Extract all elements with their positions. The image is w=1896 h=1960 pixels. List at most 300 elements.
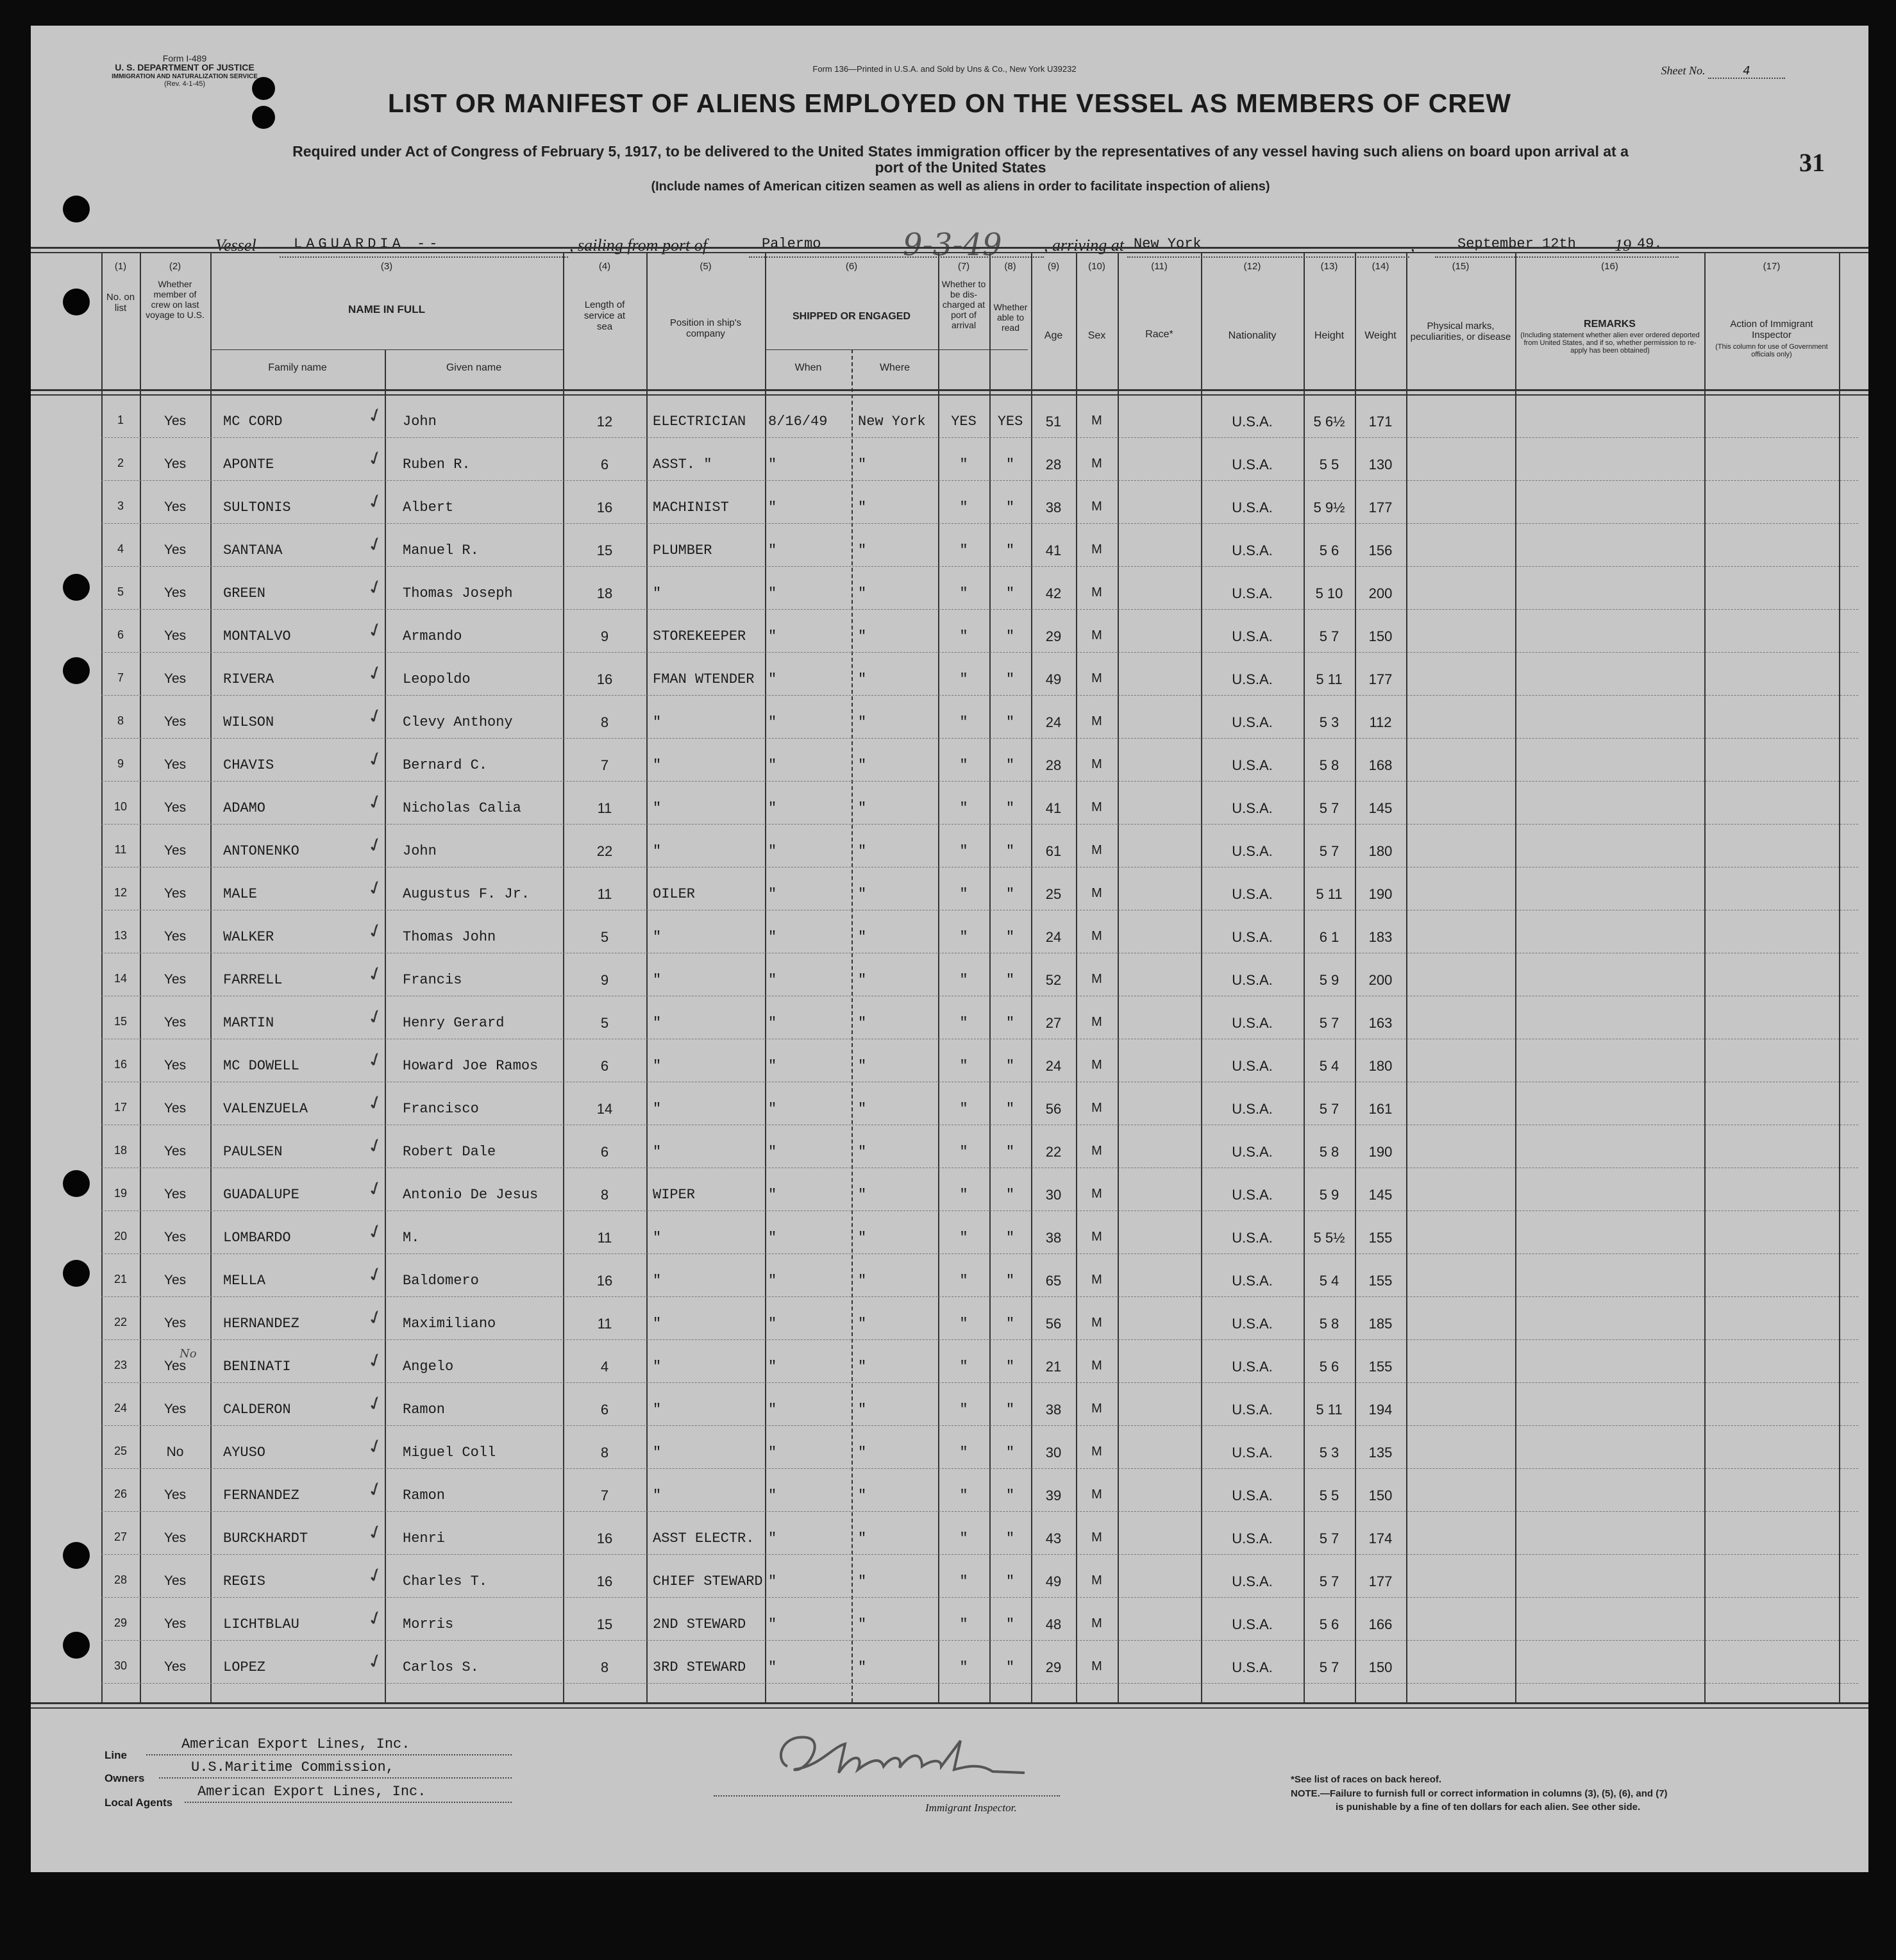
cell-where: " [858, 1530, 867, 1546]
cell-family: LOPEZ [223, 1659, 266, 1675]
cell-sex: M [1091, 1359, 1102, 1373]
cell-no: 21 [113, 1273, 128, 1286]
cell-sex: M [1091, 1616, 1102, 1630]
cell-sex: M [1091, 628, 1102, 642]
cell-age: 28 [1045, 456, 1062, 473]
cell-nationality: U.S.A. [1232, 1015, 1273, 1031]
col-nationality: Nationality [1228, 330, 1277, 341]
row-rule [101, 480, 1858, 481]
cell-discharged: " [959, 714, 968, 730]
cell-member: Yes [164, 585, 187, 600]
cell-length: 15 [596, 1616, 613, 1632]
cell-weight: 155 [1368, 1230, 1393, 1246]
check-mark-icon: ✓ [364, 445, 387, 473]
cell-sex: M [1091, 1316, 1102, 1330]
cell-no: 9 [117, 757, 124, 770]
cell-nationality: U.S.A. [1232, 929, 1273, 945]
cell-length: 8 [600, 1659, 609, 1675]
arrival-date: September 12th [1457, 236, 1576, 252]
cell-family: CHAVIS [223, 757, 274, 773]
cell-family: REGIS [223, 1573, 266, 1589]
col-remarks: REMARKS [1584, 319, 1636, 330]
cell-length: 16 [596, 1273, 613, 1289]
cell-family: MARTIN [223, 1015, 274, 1031]
cell-read: " [1005, 1530, 1015, 1546]
check-mark-icon: ✓ [364, 1433, 387, 1461]
cell-read: " [1005, 542, 1015, 558]
sheet-number [1661, 64, 1786, 79]
cell-where: " [858, 671, 867, 687]
cell-family: AYUSO [223, 1445, 266, 1461]
cell-discharged: " [959, 843, 968, 859]
cell-where: " [858, 1101, 867, 1117]
cell-discharged: " [959, 456, 968, 473]
cell-age: 38 [1045, 1230, 1062, 1246]
cell-where: " [858, 757, 867, 773]
cell-position: " [653, 1273, 662, 1289]
cell-weight: 171 [1368, 414, 1393, 430]
cell-length: 11 [597, 1230, 612, 1246]
cell-given: Antonio De Jesus [403, 1187, 539, 1203]
cell-when: " [768, 929, 777, 945]
cell-given: Leopoldo [403, 671, 471, 687]
cell-position: CHIEF STEWARD [653, 1573, 763, 1589]
col-family: Family name [268, 362, 327, 373]
col-action: Action of Immigrant Inspector [1730, 319, 1813, 340]
row-rule [101, 652, 1858, 653]
inspector-label: Immigrant Inspector. [925, 1802, 1017, 1814]
cell-where: " [858, 628, 867, 644]
cell-nationality: U.S.A. [1232, 1187, 1273, 1203]
cell-discharged: " [959, 757, 968, 773]
col-weight: Weight [1364, 330, 1397, 341]
cell-family: MALE [223, 886, 257, 902]
sheet-value: 4 [1708, 64, 1785, 79]
cell-when: " [768, 1445, 777, 1461]
cell-sex: M [1091, 1058, 1102, 1072]
row-rule [101, 1339, 1858, 1340]
cell-length: 8 [600, 1445, 609, 1461]
sailing-label: , sailing from port of [569, 236, 708, 255]
cell-nationality: U.S.A. [1232, 757, 1273, 773]
cell-height: 5 7 [1319, 1659, 1339, 1675]
cell-read: " [1005, 1144, 1015, 1160]
cell-read: " [1005, 499, 1015, 515]
cell-length: 16 [596, 499, 613, 515]
cell-position: MACHINIST [653, 499, 729, 515]
cell-sex: M [1091, 1530, 1102, 1545]
cell-length: 11 [597, 886, 612, 902]
cell-family: SANTANA [223, 542, 283, 558]
cell-height: 5 5½ [1313, 1230, 1345, 1246]
cell-read: " [1005, 800, 1015, 816]
check-mark-icon: ✓ [364, 875, 387, 902]
cell-member: Yes [164, 800, 187, 815]
row-rule [101, 824, 1858, 825]
cell-length: 6 [600, 1058, 609, 1074]
cell-age: 30 [1045, 1187, 1062, 1203]
cell-weight: 155 [1368, 1273, 1393, 1289]
cell-family: PAULSEN [223, 1144, 283, 1160]
cell-age: 38 [1045, 1402, 1062, 1418]
row-rule [101, 1382, 1858, 1383]
cell-when: " [768, 1659, 777, 1675]
cell-member: Yes [164, 929, 187, 944]
cell-when: " [768, 1530, 777, 1546]
cell-where: " [858, 1402, 867, 1418]
check-mark-icon: ✓ [364, 617, 387, 644]
service: IMMIGRATION AND NATURALIZATION SERVICE [112, 73, 258, 80]
cell-discharged: " [959, 1015, 968, 1031]
cell-no: 5 [117, 585, 124, 598]
check-mark-icon: ✓ [364, 402, 387, 430]
cell-no: 22 [113, 1316, 128, 1328]
cell-no: 1 [117, 414, 124, 426]
cell-when: " [768, 1359, 777, 1375]
cell-read: " [1005, 456, 1015, 473]
cell-age: 49 [1045, 671, 1062, 687]
cell-position: " [653, 972, 662, 988]
cell-sex: M [1091, 1402, 1102, 1416]
cell-read: " [1005, 886, 1015, 902]
cell-read: " [1005, 929, 1015, 945]
cell-discharged: " [959, 800, 968, 816]
cell-no: 23 [113, 1359, 128, 1371]
row-rule [101, 1683, 1858, 1684]
cell-given: Francisco [403, 1101, 479, 1117]
cell-member: Yes [164, 1316, 187, 1330]
cell-no: 2 [117, 456, 124, 469]
check-mark-icon: ✓ [364, 917, 387, 945]
cell-discharged: " [959, 1101, 968, 1117]
cell-discharged: " [959, 671, 968, 687]
cell-sex: M [1091, 585, 1102, 599]
cell-length: 6 [600, 1144, 609, 1160]
cell-height: 5 8 [1319, 1144, 1339, 1160]
cell-weight: 156 [1368, 542, 1393, 558]
cell-age: 65 [1045, 1273, 1062, 1289]
cell-length: 5 [600, 929, 609, 945]
cell-when: " [768, 886, 777, 902]
cell-height: 5 8 [1319, 1316, 1339, 1332]
cell-member: Yes [164, 1659, 187, 1674]
cell-height: 5 8 [1319, 757, 1339, 773]
cell-member: Yes [164, 714, 187, 729]
cell-weight: 177 [1368, 671, 1393, 687]
cell-sex: M [1091, 1573, 1102, 1587]
printer-line: Form 136—Printed in U.S.A. and Sold by Uns & Co., New York U39232 [812, 64, 1077, 74]
check-mark-icon: ✓ [364, 1476, 387, 1504]
cell-sex: M [1091, 1015, 1102, 1029]
cell-sex: M [1091, 1230, 1102, 1244]
cell-sex: M [1091, 886, 1102, 900]
row-rule [101, 738, 1858, 739]
cell-age: 24 [1045, 929, 1062, 945]
cell-family: MONTALVO [223, 628, 291, 644]
row-rule [101, 437, 1858, 438]
cell-family: GREEN [223, 585, 266, 601]
cell-height: 5 4 [1319, 1058, 1339, 1074]
cell-age: 51 [1045, 414, 1062, 430]
cell-no: 12 [113, 886, 128, 899]
cell-sex: M [1091, 757, 1102, 771]
cell-height: 5 7 [1319, 1530, 1339, 1546]
cell-family: ANTONENKO [223, 843, 299, 859]
cell-nationality: U.S.A. [1232, 628, 1273, 644]
cell-age: 42 [1045, 585, 1062, 601]
cell-member: Yes [164, 1144, 187, 1159]
cell-age: 24 [1045, 714, 1062, 730]
cell-given: Charles T. [403, 1573, 488, 1589]
cell-member: Yes [164, 1616, 187, 1631]
cell-sex: M [1091, 972, 1102, 986]
cell-read: " [1005, 1402, 1015, 1418]
line-label: Line [105, 1749, 127, 1761]
check-mark-icon: ✓ [364, 1648, 387, 1675]
row-rule [101, 523, 1858, 524]
cell-nationality: U.S.A. [1232, 1101, 1273, 1117]
cell-nationality: U.S.A. [1232, 1058, 1273, 1074]
cell-when: " [768, 714, 777, 730]
cell-discharged: " [959, 1659, 968, 1675]
cell-height: 5 6 [1319, 1359, 1339, 1375]
cell-discharged: " [959, 1273, 968, 1289]
cell-position: ELECTRICIAN [653, 414, 746, 430]
cell-weight: 150 [1368, 1487, 1393, 1504]
cell-position: " [653, 929, 662, 945]
cell-member: Yes [164, 499, 187, 514]
cell-height: 5 7 [1319, 843, 1339, 859]
cell-age: 49 [1045, 1573, 1062, 1589]
cell-discharged: " [959, 886, 968, 902]
cell-discharged: " [959, 1445, 968, 1461]
col-when: When [794, 362, 822, 373]
cell-when: " [768, 757, 777, 773]
cell-nationality: U.S.A. [1232, 585, 1273, 601]
handwritten-date: 9-3-49 [903, 227, 1002, 263]
cell-height: 5 3 [1319, 714, 1339, 730]
row-rule [101, 1210, 1858, 1211]
inspector-signature [768, 1721, 1037, 1792]
cell-position: " [653, 843, 662, 859]
cell-sex: M [1091, 1445, 1102, 1459]
check-mark-icon: ✓ [364, 531, 387, 558]
cell-given: Angelo [403, 1359, 454, 1375]
cell-position: WIPER [653, 1187, 696, 1203]
cell-family: BENINATI [223, 1359, 291, 1375]
cell-given: Carlos S. [403, 1659, 479, 1675]
row-rule [101, 695, 1858, 696]
cell-length: 15 [596, 542, 613, 558]
cell-read: " [1005, 1316, 1015, 1332]
cell-height: 5 4 [1319, 1273, 1339, 1289]
cell-read: " [1005, 1359, 1015, 1375]
cell-nationality: U.S.A. [1232, 499, 1273, 515]
cell-read: " [1005, 1187, 1015, 1203]
cell-read: " [1005, 1273, 1015, 1289]
cell-discharged: " [959, 1359, 968, 1375]
cell-weight: 166 [1368, 1616, 1393, 1632]
cell-given: Clevy Anthony [403, 714, 513, 730]
cell-discharged: " [959, 1230, 968, 1246]
cell-age: 30 [1045, 1445, 1062, 1461]
cell-no: 7 [117, 671, 124, 684]
cell-length: 8 [600, 714, 609, 730]
cell-position: " [653, 1402, 662, 1418]
sheet-label: Sheet No. [1661, 64, 1706, 77]
cell-height: 5 11 [1316, 886, 1343, 902]
cell-where: " [858, 714, 867, 730]
row-rule [101, 781, 1858, 782]
check-mark-icon: ✓ [364, 746, 387, 773]
cell-member: Yes [164, 843, 187, 858]
cell-family: WALKER [223, 929, 274, 945]
cell-member: Yes [164, 456, 187, 471]
cell-family: LICHTBLAU [223, 1616, 299, 1632]
cell-position: " [653, 1058, 662, 1074]
check-mark-icon: ✓ [364, 1605, 387, 1632]
year: 49. [1637, 236, 1663, 252]
col-race: Race* [1145, 329, 1173, 340]
cell-given: M. [403, 1230, 420, 1246]
cell-when: " [768, 671, 777, 687]
cell-no: 10 [113, 800, 128, 813]
col-length: Length of service at sea [583, 299, 626, 332]
cell-sex: M [1091, 499, 1102, 514]
cell-when: " [768, 1015, 777, 1031]
cell-when: " [768, 843, 777, 859]
vessel-label: Vessel [215, 236, 256, 255]
cell-when: " [768, 585, 777, 601]
cell-no: 25 [113, 1445, 128, 1457]
cell-no: 3 [117, 499, 124, 512]
cell-where: " [858, 1359, 867, 1375]
subtitle-line1: Required under Act of Congress of February 5, 1917, to be delivered to the United States immigration officer by the representatives of any vessel having such aliens on board upon arrival at a [292, 143, 1629, 160]
cell-where: " [858, 1616, 867, 1632]
port-from: Palermo [762, 236, 821, 252]
cell-when: " [768, 456, 777, 473]
cell-discharged: " [959, 1058, 968, 1074]
cell-family: FARRELL [223, 972, 283, 988]
cell-nationality: U.S.A. [1232, 886, 1273, 902]
cell-discharged: " [959, 499, 968, 515]
cell-height: 5 7 [1319, 1015, 1339, 1031]
cell-discharged: " [959, 1487, 968, 1504]
cell-discharged: " [959, 1573, 968, 1589]
cell-when: " [768, 1316, 777, 1332]
cell-member: Yes [164, 1402, 187, 1416]
cell-family: RIVERA [223, 671, 274, 687]
row-rule [101, 1554, 1858, 1555]
check-mark-icon: ✓ [364, 1132, 387, 1160]
cell-given: Maximiliano [403, 1316, 496, 1332]
cell-position: " [653, 1445, 662, 1461]
cell-member: Yes [164, 414, 187, 428]
cell-sex: M [1091, 843, 1102, 857]
row-rule [101, 1425, 1858, 1426]
punch-hole [63, 196, 90, 222]
cell-where: New York [858, 414, 926, 430]
cell-nationality: U.S.A. [1232, 1659, 1273, 1675]
cell-family: HERNANDEZ [223, 1316, 299, 1332]
cell-no: 14 [113, 972, 128, 985]
cell-where: " [858, 1273, 867, 1289]
cell-nationality: U.S.A. [1232, 456, 1273, 473]
cell-length: 7 [600, 757, 609, 773]
arriving-label: , arriving at [1044, 236, 1124, 255]
cell-age: 22 [1045, 1144, 1062, 1160]
cell-family: VALENZUELA [223, 1101, 308, 1117]
cell-discharged: " [959, 542, 968, 558]
cell-discharged: " [959, 929, 968, 945]
cell-member: Yes [164, 757, 187, 772]
cell-discharged: " [959, 1316, 968, 1332]
cell-given: John [403, 843, 437, 859]
cell-length: 12 [596, 414, 613, 430]
cell-nationality: U.S.A. [1232, 1616, 1273, 1632]
cell-discharged: " [959, 972, 968, 988]
cell-discharged: " [959, 628, 968, 644]
cell-where: " [858, 1187, 867, 1203]
cell-height: 5 9 [1319, 1187, 1339, 1203]
cell-family: MELLA [223, 1273, 266, 1289]
cell-length: 4 [600, 1359, 609, 1375]
cell-position: " [653, 1487, 662, 1504]
cell-member: Yes [164, 671, 187, 686]
cell-weight: 150 [1368, 628, 1393, 644]
cell-nationality: U.S.A. [1232, 843, 1273, 859]
cell-age: 48 [1045, 1616, 1062, 1632]
cell-family: WILSON [223, 714, 274, 730]
row-rule [101, 1253, 1858, 1254]
cell-length: 5 [600, 1015, 609, 1031]
cell-when: " [768, 1573, 777, 1589]
cell-family: APONTE [223, 456, 274, 473]
cell-position: " [653, 1101, 662, 1117]
cell-no: 26 [113, 1487, 128, 1500]
col-remarks-sub: (Including statement whether alien ever ordered deported from United States, and if so, whether permission to re-apply has been obtained) [1520, 331, 1700, 355]
row-rule [101, 1468, 1858, 1469]
col-shipped: SHIPPED OR ENGAGED [792, 311, 911, 322]
cell-length: 6 [600, 1402, 609, 1418]
cell-nationality: U.S.A. [1232, 1530, 1273, 1546]
cell-where: " [858, 1230, 867, 1246]
cell-family: SULTONIS [223, 499, 291, 515]
cell-nationality: U.S.A. [1232, 671, 1273, 687]
cell-position: 2ND STEWARD [653, 1616, 746, 1632]
cell-height: 5 11 [1316, 1402, 1343, 1418]
cell-given: Robert Dale [403, 1144, 496, 1160]
cell-given: Baldomero [403, 1273, 479, 1289]
cell-member: Yes [164, 542, 187, 557]
cell-weight: 180 [1368, 1058, 1393, 1074]
cell-sex: M [1091, 456, 1102, 471]
col-name: NAME IN FULL [348, 303, 425, 315]
cell-position: " [653, 1230, 662, 1246]
col-discharged: Whether to be dis-charged at port of arrival [941, 279, 986, 330]
cell-length: 8 [600, 1187, 609, 1203]
cell-nationality: U.S.A. [1232, 1230, 1273, 1246]
cell-sex: M [1091, 800, 1102, 814]
cell-no: 15 [113, 1015, 128, 1028]
owners-value: U.S.Maritime Commission, [191, 1759, 394, 1775]
cell-sex: M [1091, 1187, 1102, 1201]
cell-no: 28 [113, 1573, 128, 1586]
cell-height: 5 6 [1319, 1616, 1339, 1632]
cell-weight: 174 [1368, 1530, 1393, 1546]
revision: (Rev. 4-1-45) [164, 80, 205, 88]
department: U. S. DEPARTMENT OF JUSTICE [115, 62, 255, 72]
